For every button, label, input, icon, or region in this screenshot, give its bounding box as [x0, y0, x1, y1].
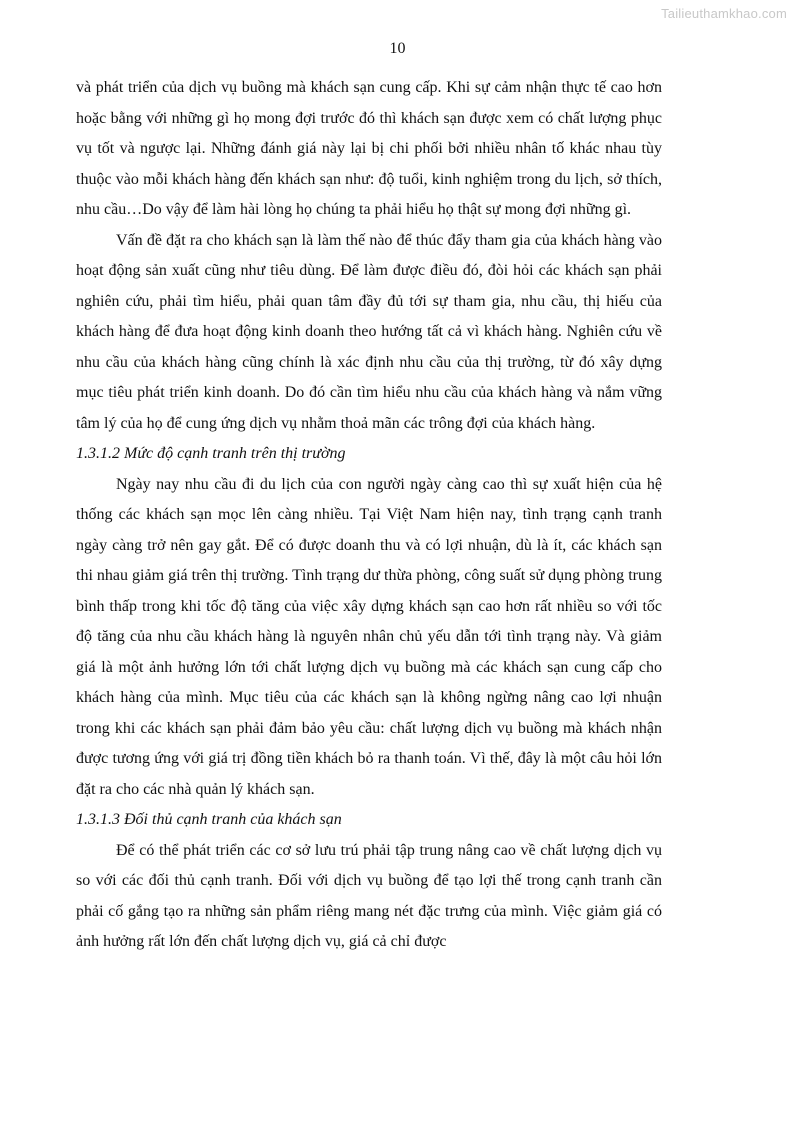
section-heading-competition-level: 1.3.1.2 Mức độ cạnh tranh trên thị trường	[76, 445, 346, 462]
watermark: Tailieuthamkhao.com	[661, 6, 787, 21]
document-body	[76, 73, 662, 958]
paragraph-customer-needs: Vấn đề đặt ra cho khách sạn là làm thế nào để thúc đẩy tham gia của khách hàng vào hoạt động sản xuất cũng như tiêu dùng. Để làm được điều đó, đòi hỏi các khách sạn phải nghiên cứu, phải tìm hiểu, phải quan tâm đầy đủ tới sự tham gia, nhu cầu, thị hiếu của khách hàng để đưa hoạt động kinh doanh theo hướng tất cả vì khách hàng. Nghiên cứu về nhu cầu của khách hàng cũng chính là xác định nhu cầu của thị trường, từ đó xây dựng mục tiêu phát triển kinh doanh. Do đó cần tìm hiểu nhu cầu của khách hàng và nắm vững tâm lý của họ để cung ứng dịch vụ nhằm thoả mãn các trông đợi của khách hàng.	[76, 231, 662, 432]
paragraph-competitors: Để có thể phát triển các cơ sở lưu trú phải tập trung nâng cao về chất lượng dịch vụ so với các đối thủ cạnh tranh. Đối với dịch vụ buồng để tạo lợi thế trong cạnh tranh cần phải cố gắng tạo ra những sản phẩm riêng mang nét đặc trưng của mình. Việc giảm giá có ảnh hưởng rất lớn đến chất lượng dịch vụ, giá cả chỉ được	[76, 841, 662, 950]
section-heading-competitors: 1.3.1.3 Đối thủ cạnh tranh của khách sạn	[76, 811, 342, 828]
paragraph-continuation: và phát triển của dịch vụ buồng mà khách sạn cung cấp. Khi sự cảm nhận thực tế cao hơn hoặc bằng với những gì họ mong đợi trước đó thì khách sạn được xem có chất lượng phục vụ tốt và ngược lại. Những đánh giá này lại bị chi phối bởi nhiều nhân tố khác nhau tùy thuộc vào mỗi khách hàng đến khách sạn như: độ tuổi, kinh nghiệm trong du lịch, sở thích, nhu cầu…Do vậy để làm hài lòng họ chúng ta phải hiểu họ thật sự mong đợi những gì.	[76, 79, 662, 218]
page-number: 10	[389, 40, 406, 57]
paragraph-market-competition: Ngày nay nhu cầu đi du lịch của con người ngày càng cao thì sự xuất hiện của hệ thống các khách sạn mọc lên càng nhiều. Tại Việt Nam hiện nay, tình trạng cạnh tranh ngày càng trở nên gay gắt. Để có được doanh thu và có lợi nhuận, dù là ít, các khách sạn thi nhau giảm giá trên thị trường. Tình trạng dư thừa phòng, công suất sử dụng phòng trung bình thấp trong khi tốc độ tăng của việc xây dựng khách sạn cao hơn rất nhiều so với tốc độ tăng của nhu cầu khách hàng là nguyên nhân chủ yếu dẫn tới tình trạng này. Và giảm giá là một ảnh hưởng lớn tới chất lượng dịch vụ buồng mà các khách sạn cung cấp cho khách hàng của mình. Mục tiêu của các khách sạn là không ngừng nâng cao lợi nhuận trong khi các khách sạn phải đảm bảo yêu cầu: chất lượng dịch vụ buồng mà khách nhận được tương ứng với giá trị đồng tiền khách bỏ ra thanh toán. Vì thế, đây là một câu hỏi lớn đặt ra cho các nhà quản lý khách sạn.	[76, 475, 662, 798]
